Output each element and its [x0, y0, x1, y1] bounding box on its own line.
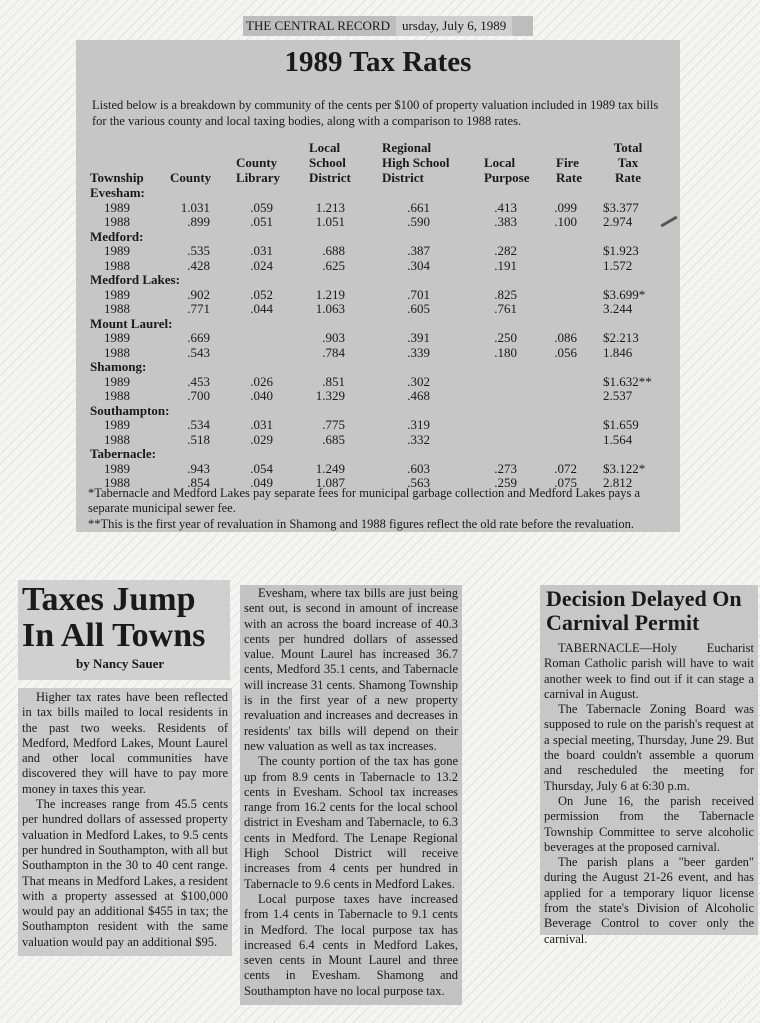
publication-name: THE CENTRAL RECORD: [246, 18, 390, 33]
township-name: Medford:: [90, 228, 144, 244]
table-title: 1989 Tax Rates: [284, 46, 472, 78]
rate-cell-total: 1.846: [603, 344, 633, 360]
article-paragraph: The county portion of the tax has gone up from 8.9 cents in Tabernacle to 13.2 cents in Evesham. School tax increases range from 16.2 cents for the local school district in Evesham and Tabernacle, to 6.3 cents in Medford. The Lenape Regional High School District will receive increases from 4 cents per hundred in Tabernacle to 9.6 cents in Medford Lakes.: [244, 754, 458, 891]
rate-cell-fire: .072: [554, 460, 577, 476]
rate-cell-school: .625: [322, 257, 345, 273]
rate-cell-total: 3.244: [603, 301, 633, 316]
col-header-county: County: [170, 170, 212, 185]
table-intro: Listed below is a breakdown by community of the cents per $100 of property valuation included in 1989 tax bills for the various county and local taxing bodies, along with a comparison to 1988 rates.: [92, 98, 659, 128]
rate-cell-school: .784: [322, 344, 345, 360]
carnival-article: [540, 585, 758, 946]
rate-cell-school: 1.087: [315, 475, 345, 490]
rate-cell-regional: .590: [407, 214, 430, 229]
township-name: Medford Lakes:: [90, 272, 180, 287]
rate-cell-purpose: .282: [494, 243, 517, 258]
rate-cell-regional: .603: [407, 460, 430, 476]
row-year: 1989: [104, 417, 130, 432]
footnote-revaluation: **This is the first year of revaluation in Shamong and 1988 figures reflect the old rate before the revaluation.: [88, 517, 635, 531]
rate-cell-school: .903: [322, 330, 345, 345]
carnival-headline: Decision Delayed On Carnival Permit: [546, 586, 742, 635]
article-paragraph: Higher tax rates have been reflected in tax bills mailed to local residents in the past two weeks. Residents of Medford, Medford Lakes, Mount Laurel and other local communities have discovered they will have to pay more money in taxes this year.: [22, 690, 228, 796]
rate-cell-regional: .468: [407, 388, 430, 403]
article-paragraph: Evesham, where tax bills are just being sent out, is second in amount of increase with an across the board increase of 40.3 cents per hundred dollars of assessed value. Mount Laurel has increased 36.7 cents, Medford 35.1 cents, and Tabernacle will increase 31 cents. Shamong Township is in the first year of a new property revaluation and increases and decreases in residents' tax bills will depend on their new valuation as well as tax increases.: [244, 586, 458, 753]
rate-cell-purpose: .825: [494, 286, 517, 302]
rate-cell-county: .854: [187, 475, 210, 490]
rate-cell-total: $3.122*: [603, 460, 646, 476]
article-column-1: [18, 688, 232, 956]
col-header-school-3: District: [309, 170, 351, 185]
rate-cell-regional: .339: [407, 344, 430, 360]
article-paragraph: The Tabernacle Zoning Board was supposed to rule on the parish's request at a special meeting, Thursday, June 29. But the board couldn't assemble a quorum and rescheduled the meeting for Thursday, July 6 at 6:30 p.m.: [544, 702, 754, 793]
rate-cell-school: 1.063: [315, 301, 345, 316]
article-headline-box: [18, 580, 230, 680]
rate-cell-regional: .391: [407, 330, 430, 345]
rate-cell-fire: .099: [554, 199, 577, 215]
rate-cell-total: $1.632**: [603, 373, 652, 389]
rate-cell-library: .040: [250, 388, 273, 403]
rate-cell-school: 1.249: [315, 460, 345, 476]
rate-cell-county: .943: [187, 460, 210, 476]
rate-cell-regional: .661: [407, 199, 430, 215]
row-year: 1989: [104, 373, 130, 389]
rate-cell-total: 2.812: [603, 475, 633, 490]
col-header-library-1: County: [236, 155, 278, 170]
col-header-purpose-2: Purpose: [484, 170, 530, 185]
col-header-purpose-1: Local: [484, 155, 516, 170]
col-header-library-2: Library: [236, 170, 281, 185]
row-year: 1989: [104, 243, 130, 258]
article-paragraph: Local purpose taxes have increased from 1.4 cents in Tabernacle to 9.1 cents in Medford. The local purpose tax has increased 6.4 cents in Medford Lakes, seven cents in Mount Laurel and three cents in Evesham. Shamong and Southampton have no local purpose tax.: [244, 891, 458, 998]
article-paragraph: On June 16, the parish received permission from the Tabernacle Township Committee to serve alcoholic beverages at the proposed carnival.: [544, 793, 754, 854]
col-header-regional-2: High School: [382, 155, 450, 170]
township-name: Shamong:: [90, 359, 147, 374]
col-header-township: Township: [90, 170, 144, 185]
rate-cell-county: .700: [187, 388, 210, 403]
rate-cell-library: .031: [250, 417, 273, 432]
rate-cell-school: 1.213: [315, 199, 345, 215]
article-headline: Taxes Jump In All Towns: [22, 581, 206, 654]
article-paragraph: TABERNACLE—Holy Eucharist Roman Catholic parish will have to wait another week to find out if it can stage a carnival in August.: [544, 641, 754, 701]
rate-cell-fire: .100: [554, 214, 577, 229]
rate-cell-total: $3.377: [603, 199, 639, 215]
rate-cell-purpose: .413: [494, 199, 517, 215]
rate-cell-library: .059: [250, 199, 273, 215]
row-year: 1989: [104, 286, 130, 302]
rate-cell-total: 1.564: [603, 431, 633, 447]
rate-cell-purpose: .761: [494, 301, 517, 316]
rate-cell-purpose: .259: [494, 475, 517, 490]
rate-cell-library: .031: [250, 243, 273, 258]
masthead-strip: [243, 16, 533, 36]
row-year: 1989: [104, 330, 130, 345]
rate-cell-county: .453: [187, 373, 210, 389]
row-year: 1988: [104, 301, 130, 316]
row-year: 1989: [104, 460, 130, 476]
rate-cell-county: .899: [187, 214, 210, 229]
article-byline: by Nancy Sauer: [76, 656, 165, 671]
rate-cell-purpose: .180: [494, 344, 517, 360]
rate-cell-county: .902: [187, 286, 210, 302]
rate-cell-library: .051: [250, 214, 273, 229]
rate-cell-school: 1.051: [315, 214, 345, 229]
footnote-fees: *Tabernacle and Medford Lakes pay separate fees for municipal garbage collection and Medford Lakes pays a separate municipal sewer fee.: [88, 486, 641, 515]
rate-cell-library: .054: [250, 460, 273, 476]
rate-cell-total: 2.537: [603, 388, 633, 403]
row-year: 1989: [104, 199, 130, 215]
col-header-regional-3: District: [382, 170, 424, 185]
col-header-regional-1: Regional: [382, 140, 432, 155]
rate-cell-county: .428: [187, 257, 210, 273]
row-year: 1988: [104, 344, 130, 360]
rate-cell-regional: .302: [407, 373, 430, 389]
rate-cell-school: .851: [322, 373, 345, 389]
rate-cell-county: 1.031: [180, 199, 210, 215]
rate-cell-total: 1.572: [603, 257, 633, 273]
rate-cell-total: 2.974: [603, 214, 633, 229]
rate-cell-library: .052: [250, 286, 273, 302]
rate-cell-county: .534: [187, 417, 210, 432]
rate-cell-fire: .056: [554, 344, 577, 360]
rate-cell-total: $2.213: [603, 330, 639, 345]
article-paragraph: The increases range from 45.5 cents per hundred dollars of assessed property valuation in Medford Lakes, to 9.5 cents per hundred in Southampton, with all but Southampton in the 30 to 40 cent range. That means in Medford Lakes, a resident with a property assessed at $100,000 would pay an additional $455 in tax; the Southampton resident with the same valuation would pay an additional $95.: [22, 797, 228, 949]
township-name: Evesham:: [90, 185, 145, 200]
rate-cell-total: $3.699*: [603, 286, 646, 302]
rate-cell-library: .029: [250, 431, 273, 447]
issue-date: ursday, July 6, 1989: [396, 16, 512, 36]
col-header-fire-2: Rate: [556, 170, 582, 185]
rate-cell-school: 1.219: [315, 286, 345, 302]
rate-cell-purpose: .250: [494, 330, 517, 345]
row-year: 1988: [104, 475, 130, 490]
rate-cell-school: .685: [322, 431, 345, 447]
rate-cell-regional: .319: [407, 417, 430, 432]
rate-cell-county: .771: [187, 301, 210, 316]
rate-cell-school: 1.329: [315, 388, 345, 403]
rate-cell-regional: .563: [407, 475, 430, 490]
rate-cell-library: .024: [250, 257, 273, 273]
rate-cell-regional: .304: [407, 257, 430, 273]
col-header-school-1: Local: [309, 140, 341, 155]
rate-cell-regional: .701: [407, 286, 430, 302]
rate-cell-fire: .075: [554, 475, 577, 490]
rate-cell-regional: .605: [407, 301, 430, 316]
rate-cell-county: .518: [187, 431, 210, 447]
rate-cell-purpose: .273: [494, 460, 517, 476]
rate-cell-school: .688: [322, 243, 345, 258]
rate-cell-library: .049: [250, 475, 273, 490]
rate-cell-regional: .332: [407, 431, 430, 447]
col-header-school-2: School: [309, 155, 346, 170]
rate-cell-purpose: .191: [494, 257, 517, 273]
rate-cell-fire: .086: [554, 330, 577, 345]
township-name: Southampton:: [90, 402, 170, 418]
col-header-fire-1: Fire: [556, 155, 579, 170]
row-year: 1988: [104, 388, 130, 403]
article-column-2: [240, 585, 462, 1005]
rate-cell-library: .044: [250, 301, 273, 316]
rate-cell-library: .026: [250, 373, 273, 389]
col-header-total-1: Total: [613, 140, 643, 155]
rate-cell-regional: .387: [407, 243, 430, 258]
township-name: Tabernacle:: [90, 446, 156, 461]
township-name: Mount Laurel:: [90, 315, 173, 331]
rate-cell-total: $1.659: [603, 417, 639, 432]
row-year: 1988: [104, 257, 130, 273]
row-year: 1988: [104, 214, 130, 229]
rate-cell-school: .775: [322, 417, 345, 432]
rate-cell-county: .669: [187, 330, 210, 345]
article-paragraph: The parish plans a "beer garden" during the August 21-26 event, and has applied for a temporary liquor license from the state's Division of Alcoholic Beverage Control to cover only the carnival.: [544, 855, 754, 946]
row-year: 1988: [104, 431, 130, 447]
rate-cell-purpose: .383: [494, 214, 517, 229]
rate-cell-total: $1.923: [603, 243, 639, 258]
col-header-total-3: Rate: [615, 170, 641, 185]
col-header-total-2: Tax: [617, 155, 639, 170]
rate-cell-county: .543: [187, 344, 210, 360]
rate-cell-county: .535: [187, 243, 210, 258]
tax-rates-clipping: [76, 40, 680, 532]
